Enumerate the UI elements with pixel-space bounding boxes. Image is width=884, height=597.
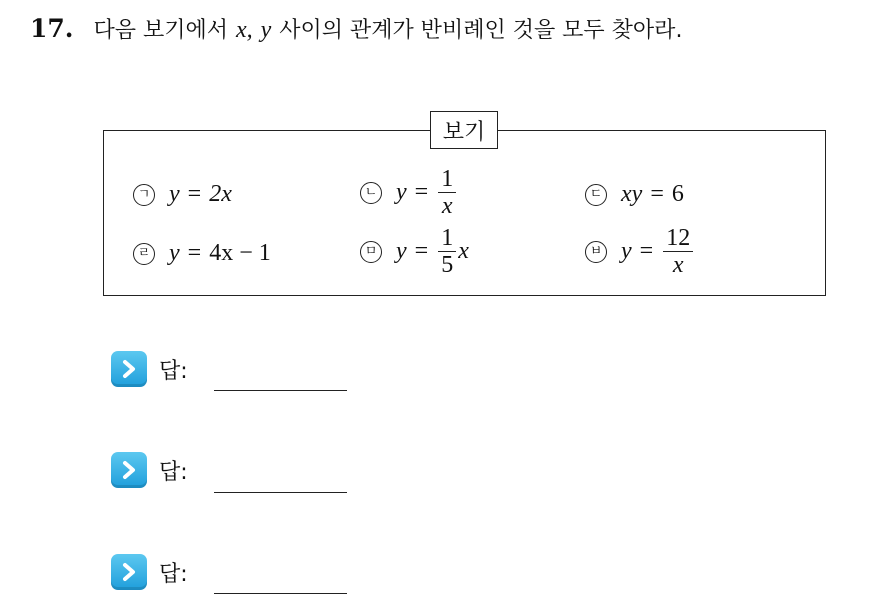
fraction-denominator: 5 (441, 252, 454, 278)
fraction (438, 225, 456, 278)
item-marker: ㄴ (360, 182, 382, 204)
fraction (663, 225, 693, 278)
fraction-denominator: x (672, 252, 684, 278)
fraction-numerator: 1 (438, 225, 456, 252)
equation (396, 225, 469, 278)
equation-rhs: 2x (209, 181, 232, 207)
fraction-numerator: 1 (438, 166, 456, 193)
example-item-3 (585, 181, 684, 208)
chevron-right-icon (111, 452, 147, 488)
equation-lhs: y (169, 240, 180, 266)
equation (621, 181, 684, 208)
item-marker: ㄷ (585, 184, 607, 206)
chevron-right-icon (111, 351, 147, 387)
equation (621, 225, 695, 278)
equation-op: = (639, 238, 654, 264)
equation-op: = (414, 179, 429, 205)
answer-blank-3[interactable] (214, 593, 347, 594)
question-number: 17. (30, 14, 74, 43)
answer-label: 답: (159, 561, 188, 587)
variable-x: x (235, 17, 247, 43)
answer-row-3 (111, 554, 188, 590)
equation-rhs: 4x − 1 (209, 240, 271, 266)
equation-op: = (187, 181, 202, 207)
fraction-denominator: x (441, 193, 453, 219)
answer-blank-1[interactable] (214, 390, 347, 391)
equation-op: = (650, 181, 664, 207)
equation-suffix: x (458, 238, 469, 264)
equation-lhs: y (169, 181, 180, 207)
equation (169, 240, 271, 267)
equation-lhs: y (621, 238, 632, 264)
item-marker: ㅂ (585, 241, 607, 263)
answer-blank-2[interactable] (214, 492, 347, 493)
fraction-numerator: 12 (663, 225, 693, 252)
answer-label: 답: (159, 459, 188, 485)
equation-rhs: 6 (671, 181, 684, 207)
equation-lhs: y (396, 179, 407, 205)
question-text-before: 다음 보기에서 (93, 18, 229, 43)
answer-label: 답: (159, 358, 188, 384)
answer-row-1 (111, 351, 188, 387)
equation (396, 166, 458, 219)
variable-comma: , (246, 17, 253, 43)
answer-row-2 (111, 452, 188, 488)
example-item-5 (360, 225, 469, 278)
equation-lhs: xy (621, 181, 643, 207)
equation-op: = (187, 240, 202, 266)
question-line (30, 12, 682, 48)
example-item-4 (133, 240, 271, 267)
equation-lhs: y (396, 238, 407, 264)
fraction (438, 166, 456, 219)
chevron-right-icon (111, 554, 147, 590)
variable-y: y (260, 17, 272, 43)
example-item-1 (133, 181, 232, 208)
example-box-title: 보기 (430, 111, 498, 149)
item-marker: ㅁ (360, 241, 382, 263)
example-item-6 (585, 225, 695, 278)
item-marker: ㄱ (133, 184, 155, 206)
equation (169, 181, 232, 208)
equation-op: = (414, 238, 429, 264)
question-text-after: 사이의 관계가 반비례인 것을 모두 찾아라. (279, 18, 683, 43)
example-item-2 (360, 166, 458, 219)
item-marker: ㄹ (133, 243, 155, 265)
